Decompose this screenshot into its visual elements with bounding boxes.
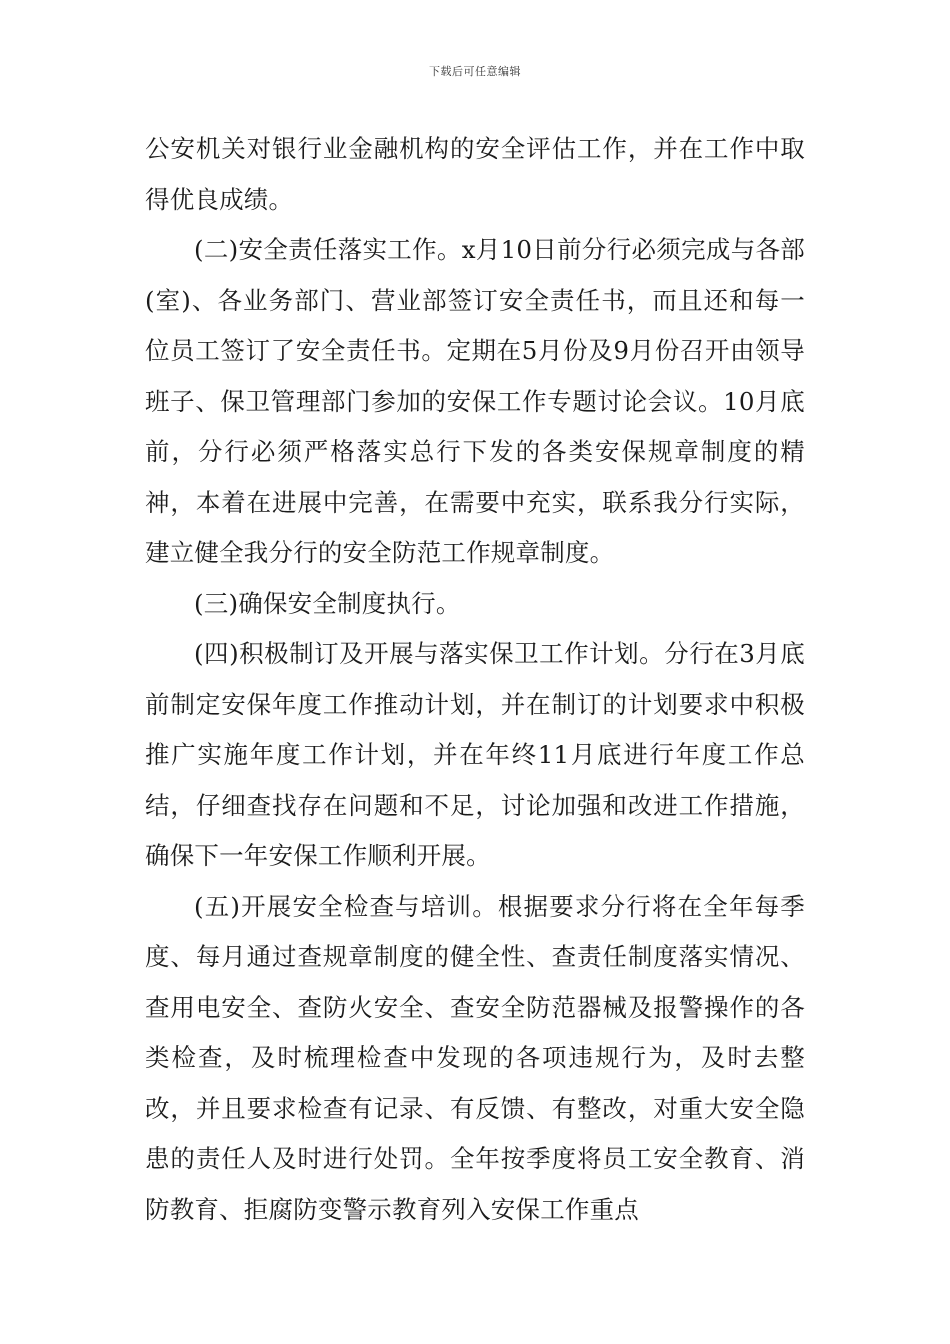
paragraph-safety-responsibility: (二)安全责任落实工作。x月10日前分行必须完成与各部(室)、各业务部门、营业部签订安全责任书，而且还和每一位员工签订了安全责任书。定期在5月份及9月份召开由领导班子、保卫管理部门参加的安保工作专题讨论会议。10月底前，分行必须严格落实总行下发的各类安保规章制度的精神，本着在进展中完善，在需要中充实，联系我分行实际，建立健全我分行的安全防范工作规章制度。 — [145, 235, 805, 567]
paragraph-security-plan: (四)积极制订及开展与落实保卫工作计划。分行在3月底前制定安保年度工作推动计划，并在制订的计划要求中积极推广实施年度工作计划，并在年终11月底进行年度工作总结，仔细查找存在问题和不足，讨论加强和改进工作措施，确保下一年安保工作顺利开展。 — [145, 639, 805, 870]
paragraph-safety-system: (三)确保安全制度执行。 — [194, 588, 461, 618]
page-header: 下载后可任意编辑 — [429, 65, 521, 78]
paragraph-inspection-training: (五)开展安全检查与培训。根据要求分行将在全年每季度、每月通过查规章制度的健全性、查责任制度落实情况、查用电安全、查防火安全、查安全防范器械及报警操作的各类检查，及时梳理检查中发现的各项违规行为，及时去整改，并且要求检查有记录、有反馈、有整改，对重大安全隐患的责任人及时进行处罚。全年按季度将员工安全教育、消防教育、拒腐防变警示教育列入安保工作重点 — [145, 891, 805, 1224]
paragraph-continuation: 公安机关对银行业金融机构的安全评估工作，并在工作中取得优良成绩。 — [145, 134, 805, 214]
document-body — [145, 124, 805, 1235]
